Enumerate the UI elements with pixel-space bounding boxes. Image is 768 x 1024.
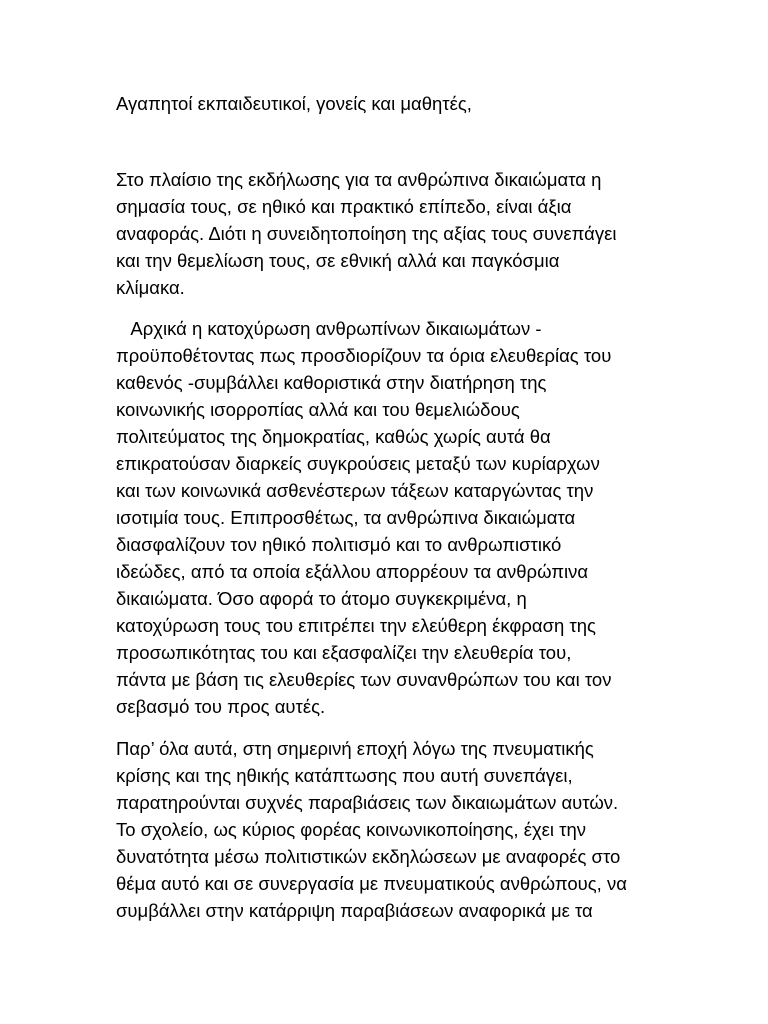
paragraph-1-line-2: σημασία τους, σε ηθικό και πρακτικό επίπεδο, είναι άξια: [116, 196, 572, 217]
paragraph-3-line-5: δυνατότητα μέσω πολιτιστικών εκδηλώσεων με αναφορές στο: [116, 846, 621, 867]
paragraph-3-line-1: Παρ’ όλα αυτά, στη σημερινή εποχή λόγω της πνευματικής: [116, 738, 594, 759]
paragraph-2-line-10: ιδεώδες, από τα οποία εξάλλου απορρέουν τα ανθρώπινα: [116, 561, 589, 582]
paragraph-1-line-1: Στο πλαίσιο της εκδήλωσης για τα ανθρώπινα δικαιώματα η: [116, 169, 602, 190]
paragraph-1-line-5: κλίμακα.: [116, 277, 185, 298]
paragraph-2-line-12: κατοχύρωση τους του επιτρέπει την ελεύθερη έκφραση της: [116, 615, 596, 636]
paragraph-2-line-6: επικρατούσαν διαρκείς συγκρούσεις μεταξύ των κυρίαρχων: [116, 453, 600, 474]
paragraph-1-line-3: αναφοράς. Διότι η συνειδητοποίηση της αξίας τους συνεπάγει: [116, 223, 617, 244]
paragraph-3-line-4: Το σχολείο, ως κύριος φορέας κοινωνικοποίησης, έχει την: [116, 819, 587, 840]
paragraph-2-line-2: προϋποθέτοντας πως προσδιορίζουν τα όρια ελευθερίας του: [116, 345, 612, 366]
paragraph-2-line-9: διασφαλίζουν τον ηθικό πολιτισμό και το ανθρωπιστικό: [116, 534, 562, 555]
paragraph-2-line-13: προσωπικότητας του και εξασφαλίζει την ελευθερία του,: [116, 642, 572, 663]
paragraph-3-line-3: παρατηρούνται συχνές παραβιάσεις των δικαιωμάτων αυτών.: [116, 792, 619, 813]
paragraph-2-line-4: κοινωνικής ισορροπίας αλλά και του θεμελιώδους: [116, 399, 520, 420]
paragraph-2-line-1: Αρχικά η κατοχύρωση ανθρωπίνων δικαιωμάτων -: [116, 318, 542, 339]
paragraph-2-line-8: ισοτιμία τους. Επιπροσθέτως, τα ανθρώπινα δικαιώματα: [116, 507, 576, 528]
greeting-line: Αγαπητοί εκπαιδευτικοί, γονείς και μαθητές,: [116, 93, 472, 114]
paragraph-2-line-14: πάντα με βάση τις ελευθερίες των συνανθρώπων του και τον: [116, 669, 612, 690]
paragraph-3-line-2: κρίσης και της ηθικής κατάπτωσης που αυτή συνεπάγει,: [116, 765, 573, 786]
paragraph-2-line-5: πολιτεύματος της δημοκρατίας, καθώς χωρίς αυτά θα: [116, 426, 551, 447]
paragraph-2-line-15: σεβασμό του προς αυτές.: [116, 696, 326, 717]
paragraph-2-line-3: καθενός -συμβάλλει καθοριστικά στην διατήρηση της: [116, 372, 547, 393]
paragraph-3-line-7: συμβάλλει στην κατάρριψη παραβιάσεων αναφορικά με τα: [116, 900, 593, 921]
paragraph-3-line-6: θέμα αυτό και σε συνεργασία με πνευματικούς ανθρώπους, να: [116, 873, 627, 894]
paragraph-2-line-11: δικαιώματα. Όσο αφορά το άτομο συγκεκριμένα, η: [116, 588, 527, 609]
paragraph-2-line-7: και των κοινωνικά ασθενέστερων τάξεων καταργώντας την: [116, 480, 594, 501]
paragraph-1-line-4: και την θεμελίωση τους, σε εθνική αλλά και παγκόσμια: [116, 250, 560, 271]
